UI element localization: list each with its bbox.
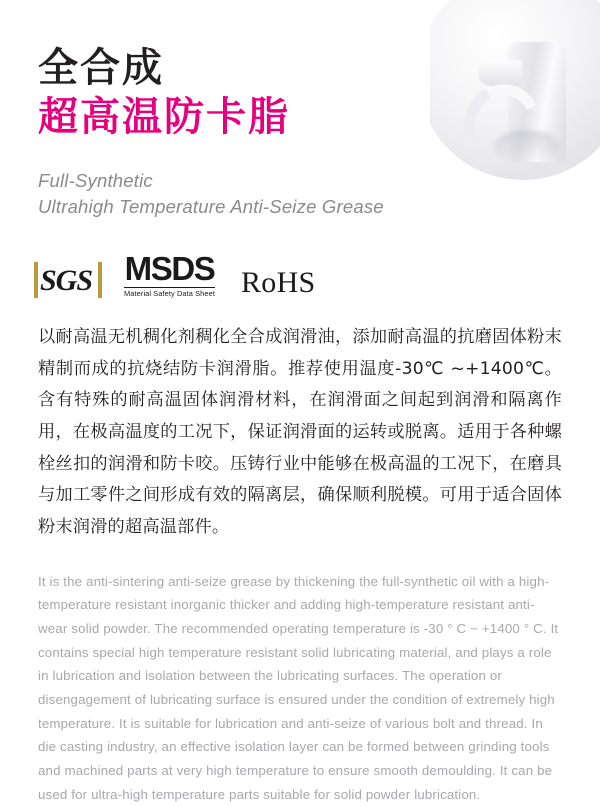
rohs-icon bbox=[241, 268, 316, 298]
title-block bbox=[38, 0, 562, 140]
description-chinese: 以耐高温无机稠化剂稠化全合成润滑油，添加耐高温的抗磨固体粉末精制而成的抗烧结防卡润滑脂。推荐使用温度-30℃ ~+1400℃。含有特殊的耐高温固体润滑材料，在润滑面之间起到润滑和隔离作用，在极高温度的工况下，保证润滑面的运转或脱离。适用于各种螺栓丝扣的润滑和防卡咬。压铸行业中能够在极高温的工况下，在磨具与加工零件之间形成有效的隔离层，确保顺利脱模。可用于适合固体粉末润滑的超高温部件。 bbox=[38, 327, 562, 537]
msds-icon bbox=[124, 252, 215, 298]
sgs-label: SGS bbox=[40, 264, 93, 298]
subtitle-block bbox=[38, 168, 562, 221]
msds-label: MSDS bbox=[124, 250, 215, 288]
rohs-label: RoHS bbox=[240, 266, 316, 300]
sgs-icon bbox=[38, 264, 98, 298]
page-title-secondary: 超高温防卡脂 bbox=[38, 93, 290, 140]
subtitle-line-2: Ultrahigh Temperature Anti-Seize Grease bbox=[38, 195, 384, 217]
certification-logos bbox=[38, 248, 562, 298]
page-title-primary: 全合成 bbox=[38, 45, 164, 91]
msds-sublabel: Material Safety Data Sheet bbox=[124, 289, 215, 299]
description-english: It is the anti-sintering anti-seize grease by thickening the full-synthetic oil with a high-temperature resistant inorganic thicker and adding high-temperature resistant anti-wear solid powder. The recommended operating temperature is -30 ° C ~ +1400 ° C. It contains special high temperature resistant solid lubricating material, and plays a role in lubrication and isolation between the lubricating surfaces. The operation or disengagement of lubricating surface is ensured under the condition of extremely high temperature. It is suitable for lubrication and anti-seize of various bolt and thread. In die casting industry, an effective isolation layer can be formed between grinding tools and machined parts at very high temperature to ensure smooth demoulding. It can be used for ultra-high temperature parts suitable for solid powder lubrication. bbox=[38, 573, 559, 802]
sgs-bar-left bbox=[34, 262, 38, 298]
subtitle-line-1: Full-Synthetic bbox=[38, 169, 153, 191]
sgs-bar-right bbox=[98, 262, 102, 298]
